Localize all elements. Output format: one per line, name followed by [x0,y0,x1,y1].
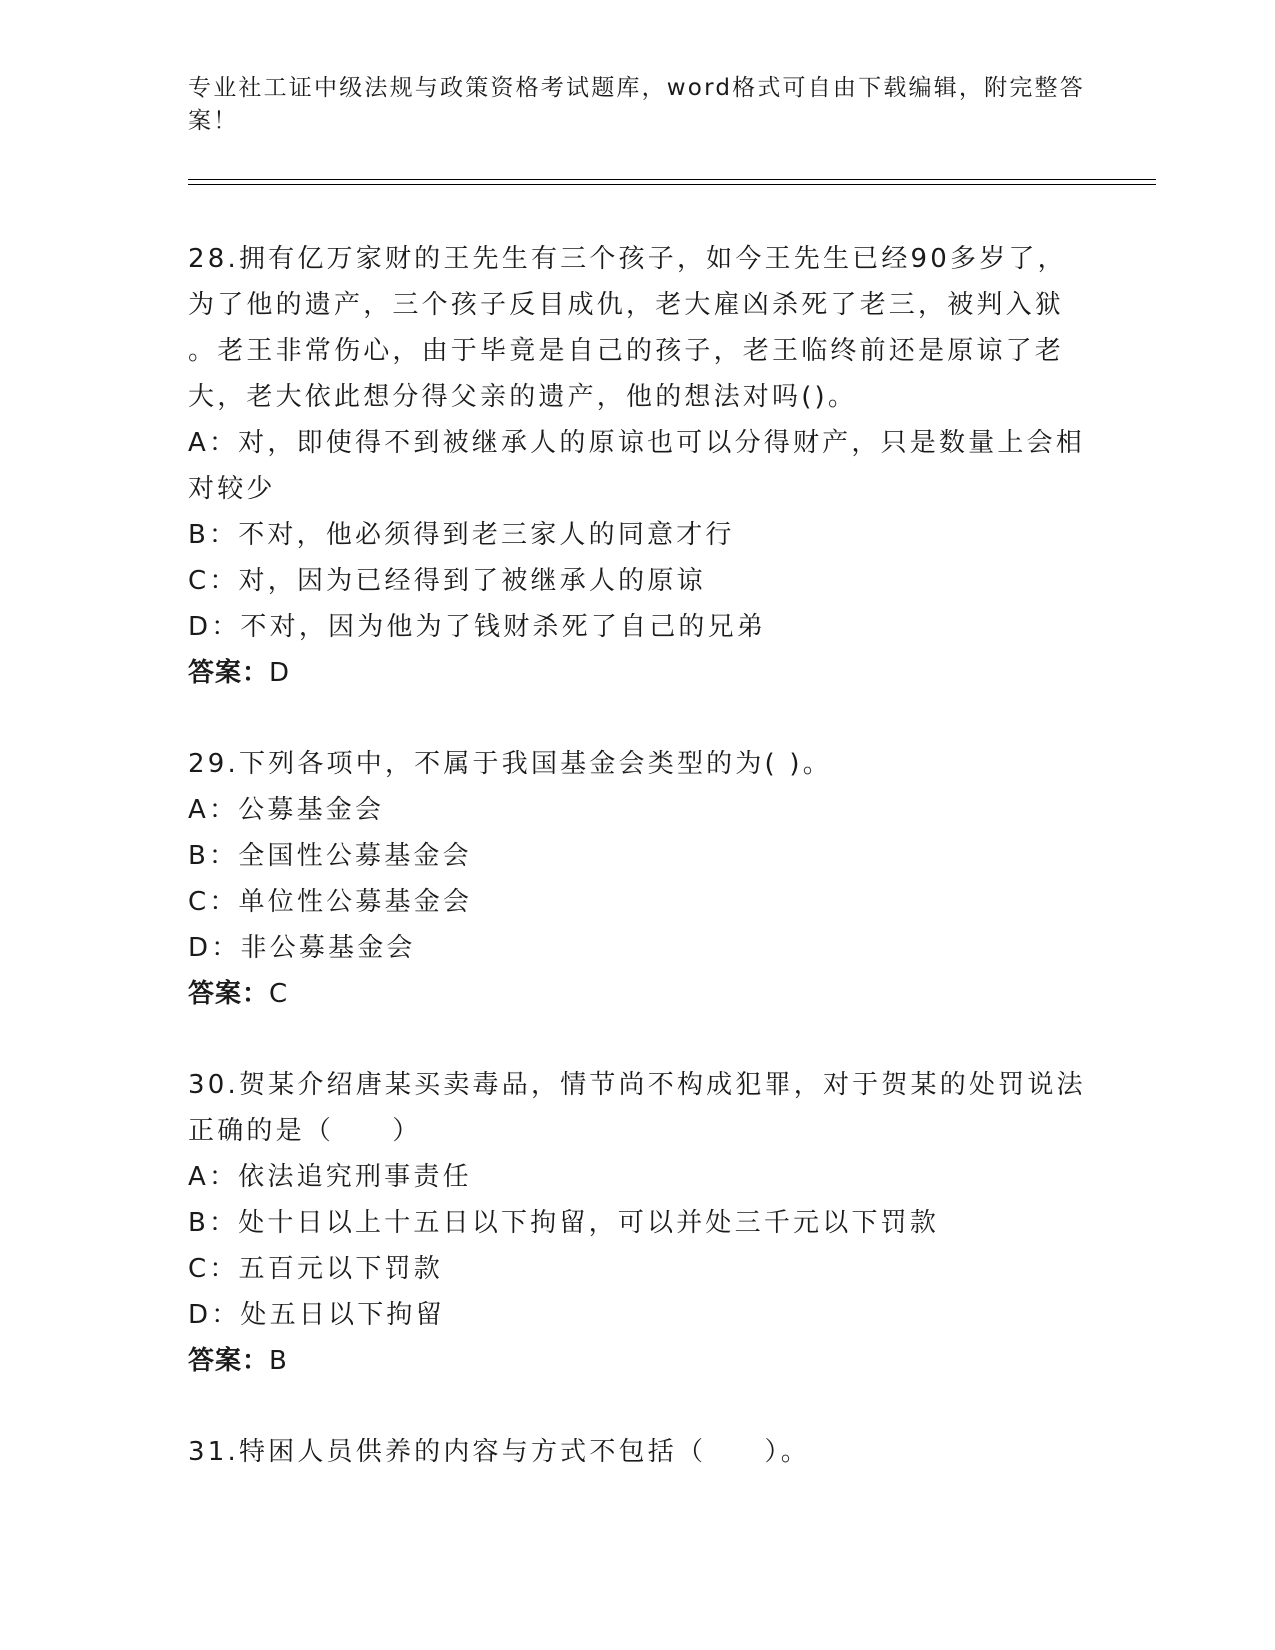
header-line-2: 案！ [188,108,239,134]
option-c: C：五百元以下罚款 [188,1254,443,1284]
answer-label: 答案： [188,1346,270,1376]
question-text-line: 28.拥有亿万家财的王先生有三个孩子，如今王先生已经90多岁了， [188,244,1067,274]
option-b: B：全国性公募基金会 [188,841,472,871]
answer-value: D [269,658,291,688]
answer-line [188,971,1088,1017]
header-divider-bottom [188,184,1156,185]
question-31 [188,1429,1088,1475]
document-header [188,72,1088,138]
question-text-line: 为了他的遗产，三个孩子反目成仇，老大雇凶杀死了老三，被判入狱 [188,290,1065,320]
answer-label: 答案： [188,658,270,688]
question-text-line: 正确的是（ ） [188,1116,422,1146]
answer-value: B [269,1346,288,1376]
option-c: C：单位性公募基金会 [188,887,473,917]
option-d: D：处五日以下拘留 [188,1300,445,1330]
question-list [188,236,1088,1475]
question-30 [188,1062,1088,1384]
question-text-line: 31.特困人员供养的内容与方式不包括（ ）。 [188,1437,810,1467]
option-b: B：不对，他必须得到老三家人的同意才行 [188,520,735,550]
question-text-line: 大，老大依此想分得父亲的遗产，他的想法对吗()。 [188,382,858,412]
option-d: D：不对，因为他为了钱财杀死了自己的兄弟 [188,612,767,642]
question-text-line: 30.贺某介绍唐某买卖毒品，情节尚不构成犯罪，对于贺某的处罚说法 [188,1070,1086,1100]
answer-value: C [269,979,289,1009]
question-text-line: 29.下列各项中，不属于我国基金会类型的为( )。 [188,749,832,779]
header-divider-top [188,179,1156,180]
question-28 [188,236,1088,696]
option-a-continued: 对较少 [188,474,276,504]
option-b: B：处十日以上十五日以下拘留，可以并处三千元以下罚款 [188,1208,940,1238]
header-line-1: 专业社工证中级法规与政策资格考试题库，word格式可自由下载编辑，附完整答 [188,75,1085,101]
option-a: A：依法追究刑事责任 [188,1162,472,1192]
answer-line [188,1338,1088,1384]
option-d: D：非公募基金会 [188,933,416,963]
answer-label: 答案： [188,979,270,1009]
option-c: C：对，因为已经得到了被继承人的原谅 [188,566,706,596]
question-text-line: 。老王非常伤心，由于毕竟是自己的孩子，老王临终前还是原谅了老 [188,336,1065,366]
answer-line [188,650,1088,696]
option-a: A：对，即使得不到被继承人的原谅也可以分得财产，只是数量上会相 [188,428,1085,458]
option-a: A：公募基金会 [188,795,385,825]
question-29 [188,741,1088,1017]
